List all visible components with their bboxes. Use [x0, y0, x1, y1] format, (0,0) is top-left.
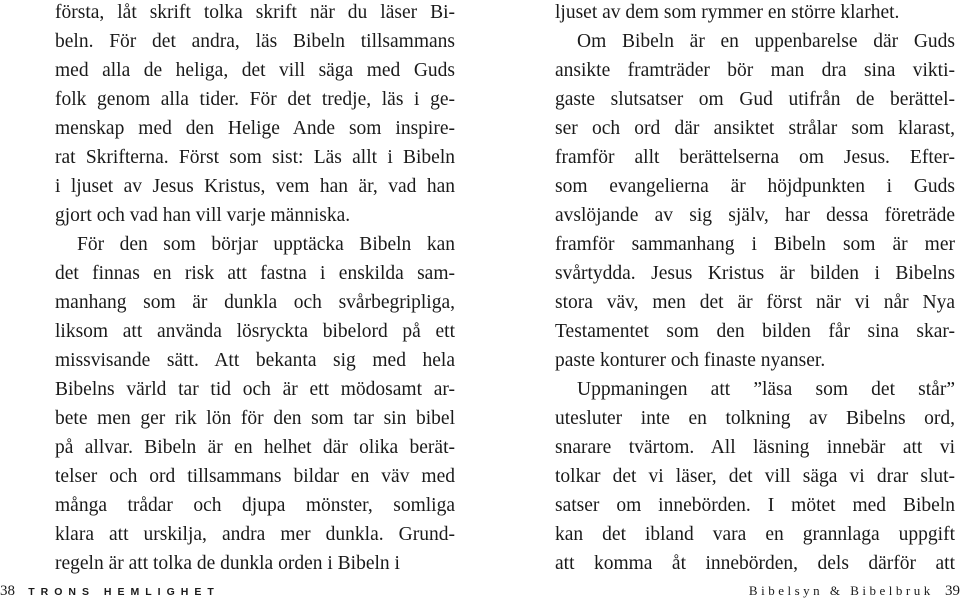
- right-line-19: kan det ibland vara en grannlaga uppgift: [555, 524, 955, 545]
- left-line-3: med alla de heliga, det vill säga med Guds: [55, 60, 455, 81]
- left-line-19: klara att urskilja, andra mer dunkla. Grund-: [55, 524, 455, 545]
- right-line-2: Om Bibeln är en uppenbarelse där Guds: [577, 31, 955, 52]
- right-running-head: Bibelsyn & Bibelbruk: [748, 583, 934, 598]
- left-line-18: många trådar och djupa mönster, somliga: [55, 495, 455, 516]
- right-line-3: ansikte framträder bör man dra sina vikti-: [555, 60, 955, 81]
- right-line-16: snarare tvärtom. All läsning innebär att vi: [555, 437, 955, 458]
- left-line-4: folk genom alla tider. För det tredje, läs i ge-: [55, 89, 455, 110]
- right-line-12: Testamentet som den bilden får sina skar-: [555, 321, 955, 342]
- right-line-9: framför sammanhang i Bibeln som är mer: [555, 234, 955, 255]
- right-footer: [749, 583, 960, 599]
- right-line-5: ser och ord där ansiktet strålar som klarast,: [555, 118, 955, 139]
- left-line-20: regeln är att tolka de dunkla orden i Bibeln i: [55, 553, 400, 574]
- left-line-17: telser och ord tillsammans bildar en väv med: [55, 466, 455, 487]
- right-page-number: 39: [945, 583, 960, 599]
- left-line-14: Bibelns värld tar tid och är ett mödosamt ar-: [55, 379, 455, 400]
- right-line-6: framför allt berättelserna om Jesus. Efter-: [555, 147, 955, 168]
- right-line-8: avslöjande av sig själv, har dessa företräde: [555, 205, 955, 226]
- left-footer: [0, 583, 220, 600]
- left-line-11: manhang som är dunkla och svårbegripliga,: [55, 292, 455, 313]
- left-line-7: i ljuset av Jesus Kristus, vem han är, vad han: [55, 176, 455, 197]
- left-line-6: rat Skrifterna. Först som sist: Läs allt i Bibeln: [55, 147, 455, 168]
- left-line-12: liksom att använda lösryckta bibelord på ett: [55, 321, 455, 342]
- left-line-9: För den som börjar upptäcka Bibeln kan: [77, 234, 455, 255]
- right-line-17: tolkar det vi läser, det vill säga vi drar slut-: [555, 466, 955, 487]
- right-line-1: ljuset av dem som rymmer en större klarhet.: [555, 2, 900, 23]
- left-line-10: det finnas en risk att fastna i enskilda sam-: [55, 263, 455, 284]
- right-line-10: svårtydda. Jesus Kristus är bilden i Bibelns: [555, 263, 955, 284]
- right-line-15: utesluter inte en tolkning av Bibelns ord,: [555, 408, 955, 429]
- left-line-1: första, låt skrift tolka skrift när du läser Bi-: [55, 2, 455, 23]
- right-line-14: Uppmaningen att ”läsa som det står”: [577, 379, 955, 400]
- right-line-18: satser om innebörden. I mötet med Bibeln: [555, 495, 955, 516]
- left-page-number: 38: [0, 583, 15, 599]
- right-line-4: gaste slutsatser om Gud utifrån de berättel-: [555, 89, 955, 110]
- right-line-13: paste konturer och finaste nyanser.: [555, 350, 826, 371]
- left-line-5: menskap med den Helige Ande som inspire-: [55, 118, 455, 139]
- left-running-head: TRONS HEMLIGHET: [28, 586, 220, 598]
- left-line-2: beln. För det andra, läs Bibeln tillsammans: [55, 31, 455, 52]
- left-line-8: gjort och vad han vill varje människa.: [55, 205, 351, 226]
- right-line-20: att komma åt innebörden, dels därför att: [555, 553, 955, 574]
- right-line-7: som evangelierna är höjdpunkten i Guds: [555, 176, 955, 197]
- right-line-11: stora väv, men det är först när vi når Nya: [555, 292, 955, 313]
- left-line-15: bete men ger rik lön för den som tar sin bibel: [55, 408, 455, 429]
- left-line-13: missvisande sätt. Att bekanta sig med hela: [55, 350, 455, 371]
- left-line-16: på allvar. Bibeln är en helhet där olika berät-: [55, 437, 455, 458]
